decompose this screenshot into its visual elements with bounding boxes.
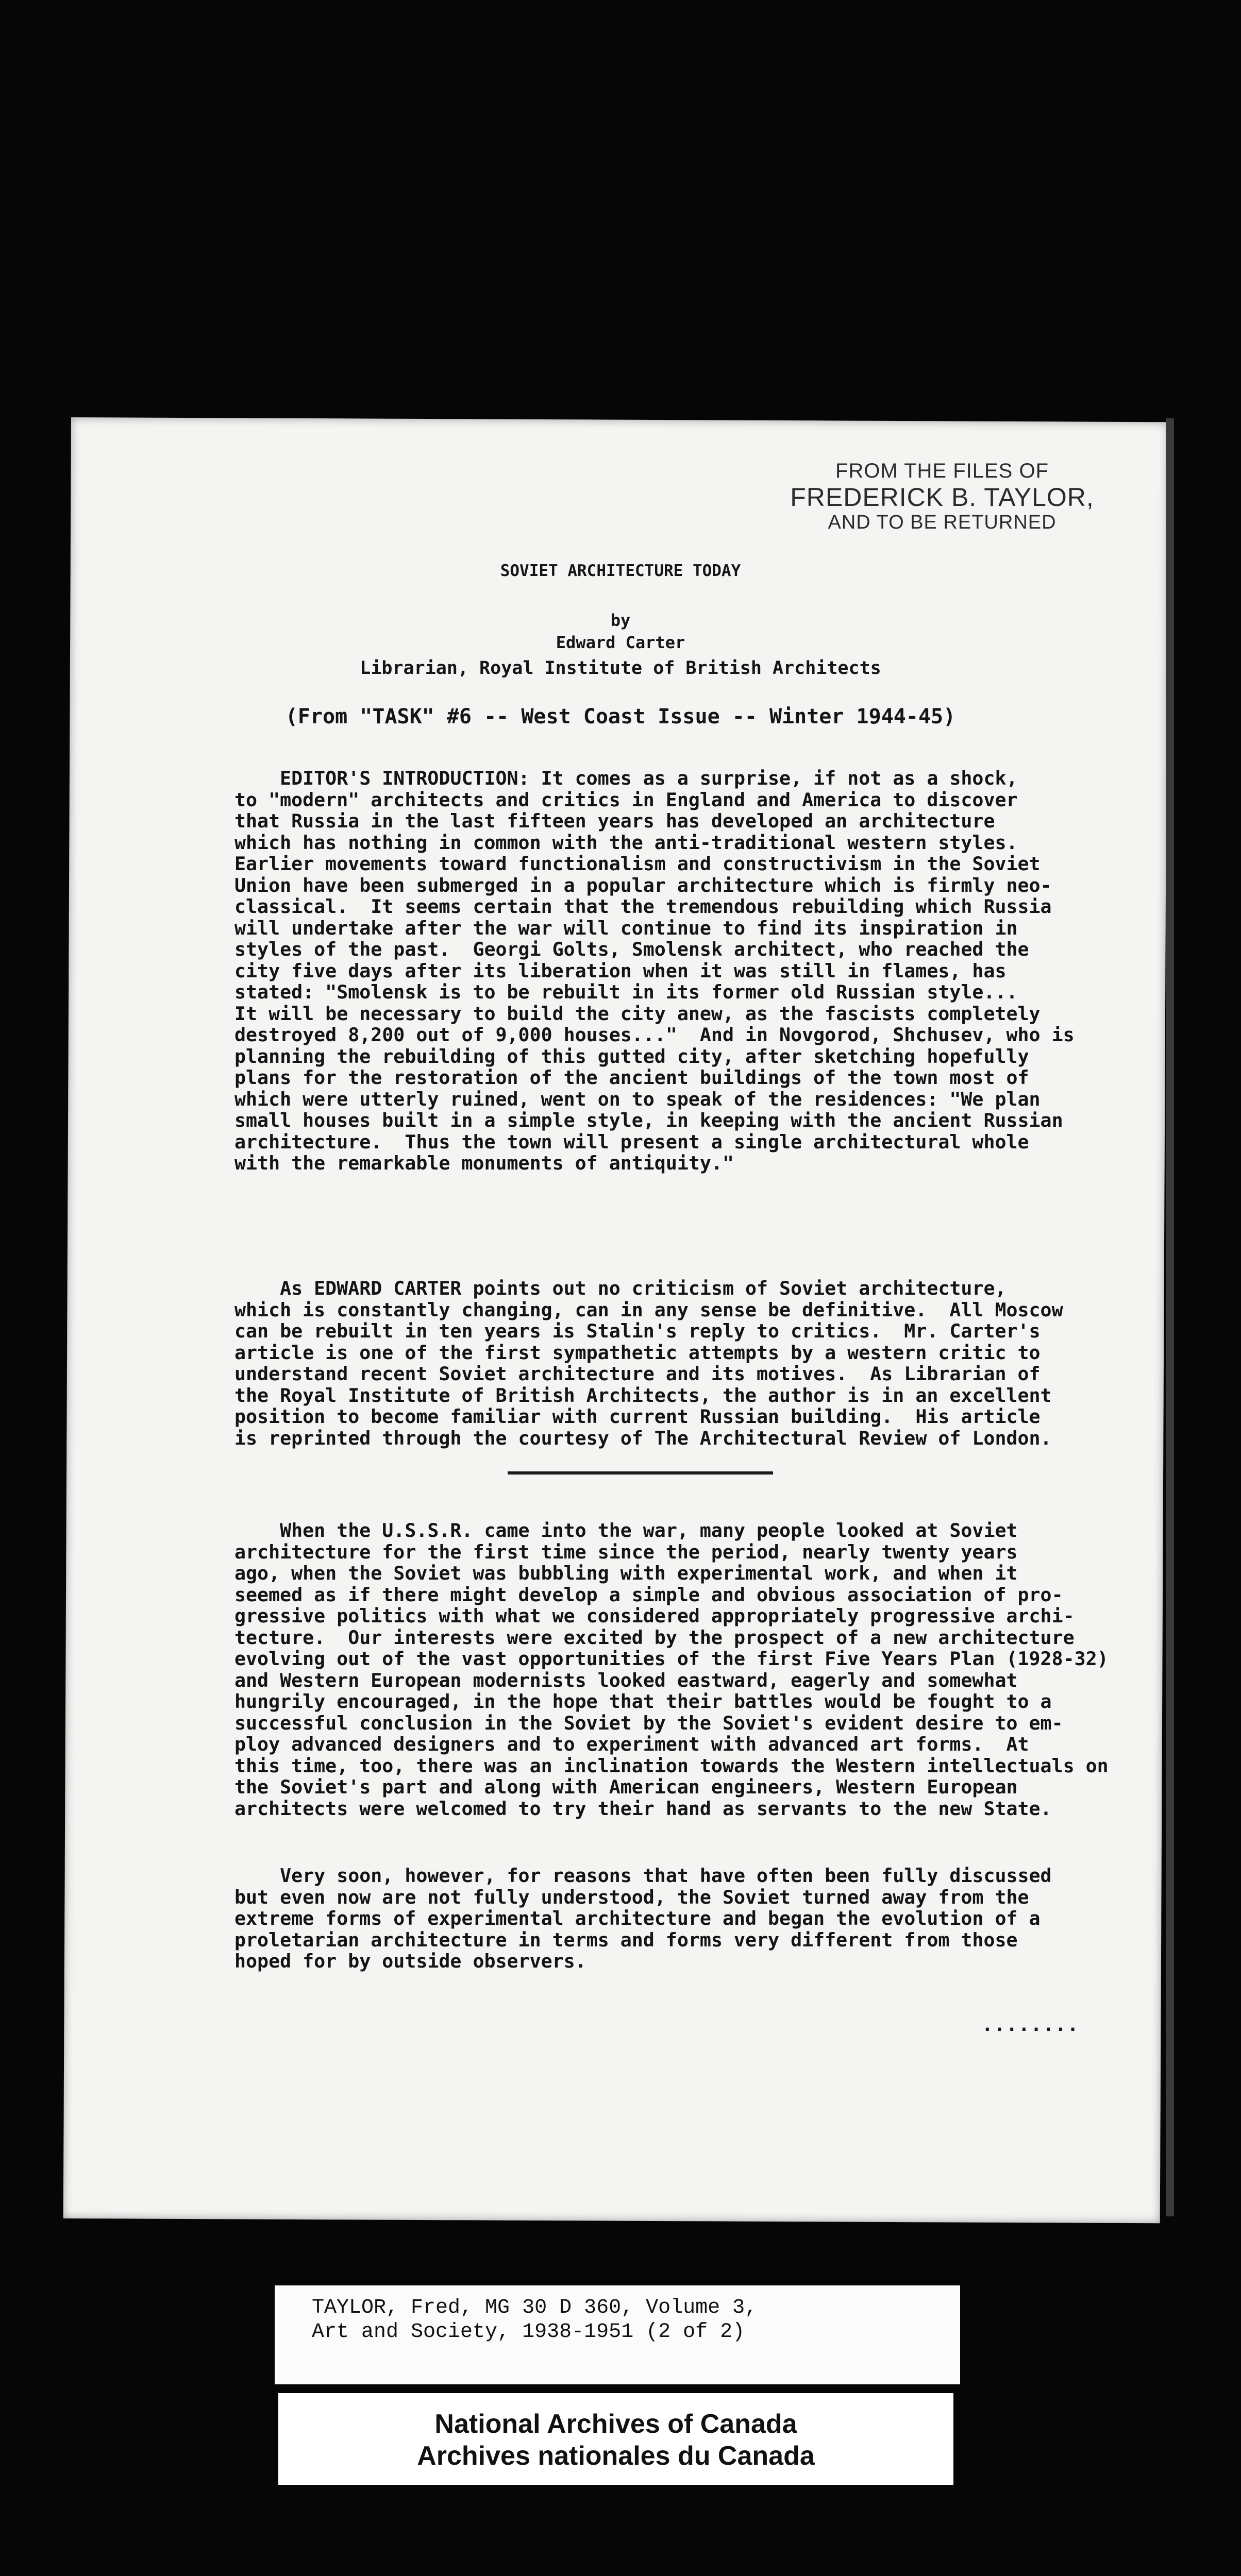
- stamp-line-2: FREDERICK B. TAYLOR,: [790, 482, 1094, 512]
- section-divider: [508, 1471, 773, 1475]
- files-stamp: [782, 460, 1102, 533]
- archive-name-french: Archives nationales du Canada: [417, 2441, 815, 2471]
- author-affiliation: Librarian, Royal Institute of British Architects: [360, 658, 881, 679]
- reference-line-2: Art and Society, 1938-1951 (2 of 2): [312, 2320, 745, 2344]
- archive-institution-label: [278, 2393, 953, 2485]
- stamp-line-1: FROM THE FILES OF: [835, 460, 1049, 482]
- reference-line-1: TAYLOR, Fred, MG 30 D 360, Volume 3,: [312, 2296, 758, 2319]
- carter-intro-paragraph: As EDWARD CARTER points out no criticism of Soviet architecture, which is constantly changing, can in any sense be definitive. All Moscow can be rebuilt in ten years is Stalin's reply to critics. Mr. Carter's article is one of the first sympathetic attempts by a western critic to understand recent Soviet architecture and its motives. As Librarian of the Royal Institute of British Architects, the author is in an excellent position to become familiar with current Russian building. His article is reprinted through the courtesy of The Architectural Review of London.: [234, 1277, 1063, 1449]
- archival-reference-label: [275, 2285, 960, 2384]
- source-citation: (From "TASK" #6 -- West Coast Issue -- Winter 1944-45): [285, 705, 956, 728]
- page-edge-shadow: [1166, 418, 1174, 2216]
- author-name: Edward Carter: [556, 633, 685, 652]
- body-paragraph-2: Very soon, however, for reasons that have often been fully discussed but even now are not fully understood, the Soviet turned away from the extreme forms of experimental architecture and began the evolution of a proletarian architecture in terms and forms very different from those hoped for by outside observers.: [234, 1865, 1052, 1972]
- continuation-dots: ........: [982, 2014, 1080, 2036]
- archive-name-english: National Archives of Canada: [434, 2409, 797, 2439]
- byline-by: by: [610, 611, 631, 630]
- body-paragraph-1: When the U.S.S.R. came into the war, many people looked at Soviet architecture for the first time since the period, nearly twenty years ago, when the Soviet was bubbling with experimental work, and when it seemed as if there might develop a simple and obvious association of pro- gressive politics with what we considered appropriately progressive archi- tecture. Our interests were excited by the prospect of a new architecture evolving out of the vast opportunities of the first Five Years Plan (1928-32) and Western European modernists looked eastward, eagerly and somewhat hungrily encouraged, in the hope that their battles would be fought to a successful conclusion in the Soviet by the Soviet's evident desire to em- ploy advanced designers and to experiment with advanced art forms. At this time, too, there was an inclination towards the Western intellectuals on the Soviet's part and along with American engineers, Western European architects were welcomed to try their hand as servants to the new State.: [234, 1519, 1109, 1820]
- editors-introduction-paragraph: EDITOR'S INTRODUCTION: It comes as a surprise, if not as a shock, to "modern" architects and critics in England and America to discover that Russia in the last fifteen years has developed an architecture which has nothing in common with the anti-traditional western styles. Earlier movements toward functionalism and constructivism in the Soviet Union have been submerged in a popular architecture which is firmly neo- classical. It seems certain that the tremendous rebuilding which Russia will undertake after the war will continue to find its inspiration in styles of the past. Georgi Golts, Smolensk architect, who reached the city five days after its liberation when it was still in flames, has stated: "Smolensk is to be rebuilt in its former old Russian style... It will be necessary to build the city anew, as the fascists completely destroyed 8,200 out of 9,000 houses..." And in Novgorod, Shchusev, who is planning the rebuilding of this gutted city, after sketching hopefully plans for the restoration of the ancient buildings of the town most of which were utterly ruined, went on to speak of the residences: "We plan small houses built in a simple style, in keeping with the ancient Russian architecture. Thus the town will present a single architectural whole with the remarkable monuments of antiquity.": [234, 767, 1075, 1174]
- stamp-line-3: AND TO BE RETURNED: [828, 511, 1056, 533]
- article-title: SOVIET ARCHITECTURE TODAY: [500, 562, 741, 580]
